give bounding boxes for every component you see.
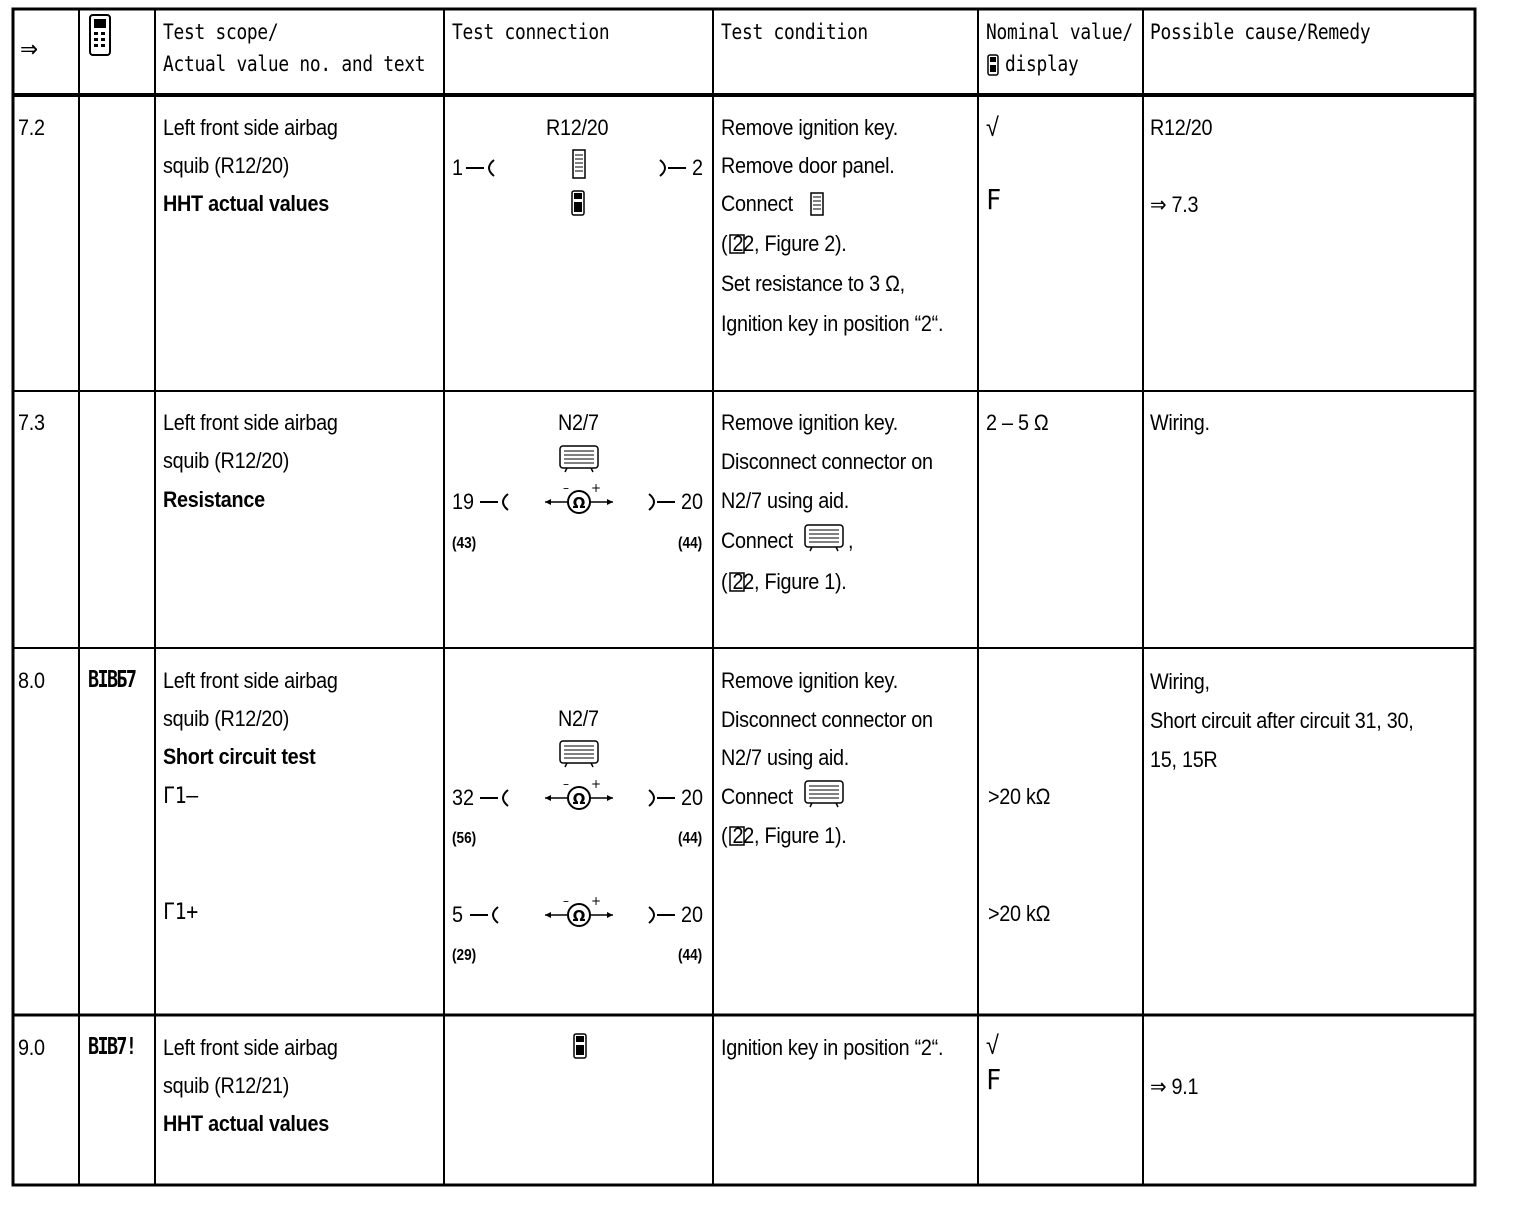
pin-right-sub: (44) (678, 535, 703, 552)
nominal-value: 2 – 5 Ω (986, 410, 1049, 435)
control-unit-icon (804, 780, 844, 808)
svg-text:Ω: Ω (572, 907, 586, 925)
condition-line: Ignition key in position “2“. (721, 311, 944, 336)
pin-left-sub: (56) (452, 830, 477, 847)
test-scope-line: squib (R12/20) (163, 153, 290, 178)
nominal-value: >20 kΩ (988, 784, 1051, 809)
step-number: 9.0 (18, 1035, 45, 1060)
connector-left-icon (470, 905, 500, 925)
connector-left-icon (480, 788, 510, 808)
hht-tester-icon (571, 190, 585, 216)
svg-text:Ω: Ω (572, 790, 586, 808)
condition-line: N2/7 using aid. (721, 488, 850, 513)
test-scope-line: Left front side airbag (163, 410, 338, 435)
step-number: 8.0 (18, 668, 45, 693)
test-scope-line: Left front side airbag (163, 668, 338, 693)
ohmmeter-icon (543, 481, 615, 518)
svg-text:–: – (563, 894, 569, 908)
svg-text:–: – (563, 777, 569, 791)
ohmmeter-icon (543, 894, 615, 931)
sub-test-label: Г1+ (163, 900, 198, 925)
control-unit-icon (559, 445, 599, 473)
pin-right-sub: (44) (678, 947, 703, 964)
pin-right: 20 (681, 489, 704, 514)
condition-line: ( 22, Figure 1). (721, 569, 847, 594)
test-scope-line: squib (R12/20) (163, 706, 290, 731)
condition-line: Connect (721, 191, 793, 216)
connector-left-icon (466, 158, 496, 178)
connector-right-icon (647, 905, 677, 925)
connector-left-icon (480, 492, 510, 512)
component-label: R12/20 (546, 115, 609, 140)
condition-line: ( 22, Figure 2). (721, 231, 847, 256)
pin-left: 1 (452, 155, 464, 180)
connector-right-icon (647, 492, 677, 512)
pin-left-sub: (43) (452, 535, 477, 552)
header-scope-line1: Test scope/ (163, 20, 279, 44)
ohmmeter-icon (543, 777, 615, 814)
pin-right: 20 (681, 785, 704, 810)
pin-left: 32 (452, 785, 475, 810)
test-scope-line: Left front side airbag (163, 1035, 338, 1060)
header-scope-line2: Actual value no. and text (163, 52, 426, 76)
condition-line: Connect (721, 528, 793, 553)
remedy-line: Short circuit after circuit 31, 30, (1150, 708, 1414, 733)
condition-comma: , (848, 528, 854, 553)
component-label: N2/7 (558, 410, 599, 435)
step-number: 7.3 (18, 410, 45, 435)
remedy-line: ⇒ 7.3 (1150, 192, 1199, 217)
condition-line: Remove ignition key. (721, 115, 898, 140)
hht-tester-icon (89, 14, 111, 56)
condition-line: Remove door panel. (721, 153, 895, 178)
pin-right: 2 (692, 155, 704, 180)
header-nominal-line2: display (1005, 52, 1079, 76)
condition-line: N2/7 using aid. (721, 745, 850, 770)
svg-text:Ω: Ω (572, 494, 586, 512)
control-unit-icon (804, 524, 844, 552)
test-scope-title: HHT actual values (163, 191, 329, 216)
fault-code: BIBБ7 (88, 667, 136, 693)
condition-line: Disconnect connector on (721, 707, 933, 732)
control-unit-icon (559, 740, 599, 768)
condition-line: Connect (721, 784, 793, 809)
svg-text:+: + (591, 481, 602, 495)
step-number: 7.2 (18, 115, 45, 140)
header-connection: Test connection (452, 20, 610, 44)
svg-text:–: – (563, 481, 569, 495)
pin-right-sub: (44) (678, 830, 703, 847)
test-scope-line: squib (R12/21) (163, 1073, 290, 1098)
remedy-line: ⇒ 9.1 (1150, 1074, 1199, 1099)
header-arrow: ⇒ (20, 36, 38, 63)
test-scope-title: Resistance (163, 487, 265, 512)
header-condition: Test condition (721, 20, 868, 44)
svg-text:+: + (591, 894, 602, 908)
remedy-line: 15, 15R (1150, 747, 1218, 772)
condition-line: Set resistance to 3 Ω, (721, 271, 905, 296)
remedy-line: R12/20 (1150, 115, 1213, 140)
component-label: N2/7 (558, 706, 599, 731)
condition-line: ( 22, Figure 1). (721, 823, 847, 848)
nominal-value: F (986, 183, 1001, 216)
remedy-line: Wiring, (1150, 669, 1210, 694)
fault-code: BIB7! (88, 1034, 136, 1060)
svg-text:+: + (591, 777, 602, 791)
condition-line: Remove ignition key. (721, 668, 898, 693)
test-scope-line: Left front side airbag (163, 115, 338, 140)
condition-line: Ignition key in position “2“. (721, 1035, 944, 1060)
pin-left: 5 (452, 902, 464, 927)
nominal-value: √ (986, 112, 999, 142)
condition-line: Disconnect connector on (721, 449, 933, 474)
header-nominal-line1: Nominal value/ (986, 20, 1133, 44)
test-scope-title: HHT actual values (163, 1111, 329, 1136)
connector-right-icon (658, 158, 688, 178)
sensor-module-icon (810, 192, 824, 216)
sensor-module-icon (572, 149, 586, 179)
nominal-value: √ (986, 1030, 999, 1060)
connector-right-icon (647, 788, 677, 808)
hht-tester-icon (573, 1033, 587, 1059)
remedy-line: Wiring. (1150, 410, 1210, 435)
test-scope-title: Short circuit test (163, 744, 316, 769)
nominal-value: F (986, 1063, 1001, 1096)
test-scope-line: squib (R12/20) (163, 448, 290, 473)
condition-line: Remove ignition key. (721, 410, 898, 435)
nominal-value: >20 kΩ (988, 901, 1051, 926)
sub-test-label: Г1– (163, 784, 198, 809)
hht-tester-icon (987, 54, 999, 76)
pin-left-sub: (29) (452, 947, 477, 964)
pin-right: 20 (681, 902, 704, 927)
header-remedy: Possible cause/Remedy (1150, 20, 1371, 44)
pin-left: 19 (452, 489, 475, 514)
